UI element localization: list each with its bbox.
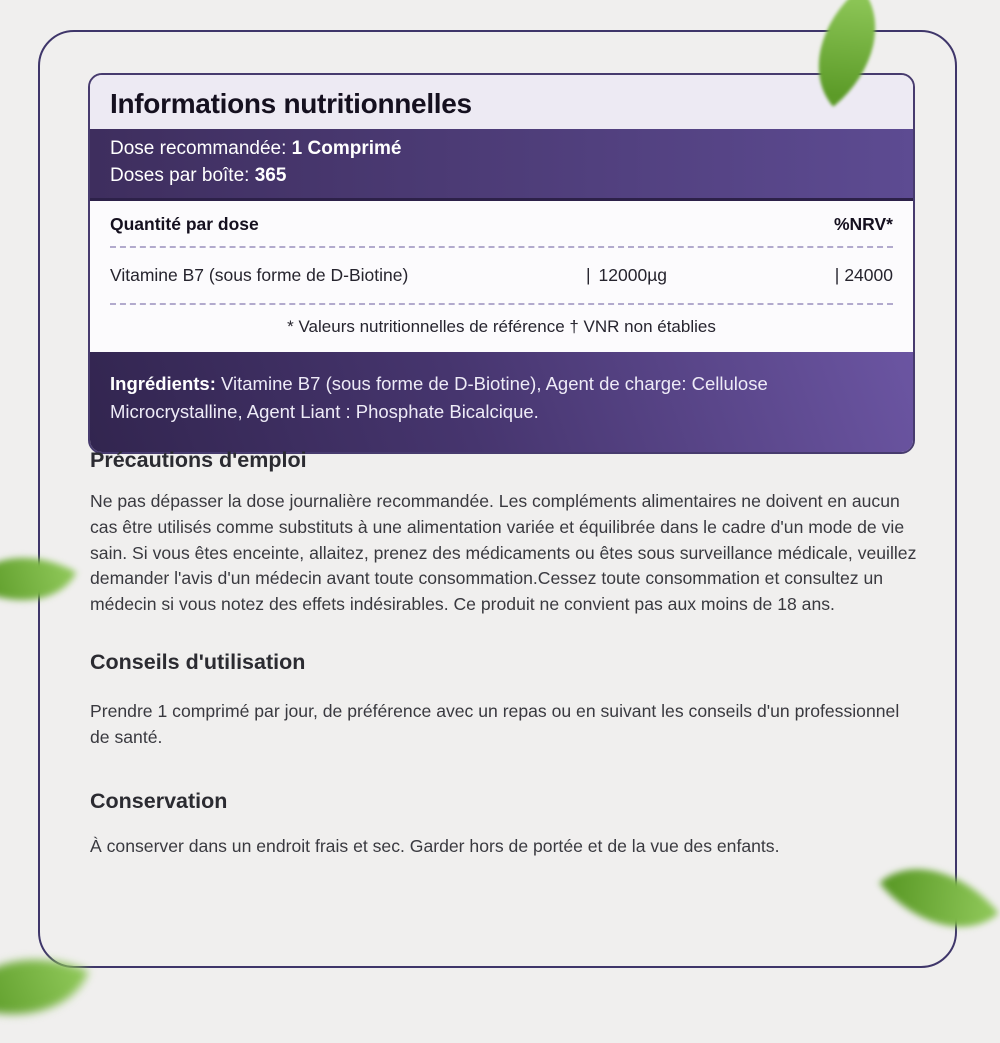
doses-per-box-line xyxy=(110,162,893,189)
nutrition-card-title: Informations nutritionnelles xyxy=(90,75,913,129)
column-quantity-header: Quantité par dose xyxy=(110,214,259,234)
nutrition-table xyxy=(90,201,913,352)
ingredients-label: Ingrédients: xyxy=(110,373,216,394)
usage-advice-heading: Conseils d'utilisation xyxy=(90,649,306,674)
nutrition-card xyxy=(88,73,915,454)
table-row xyxy=(110,248,893,305)
doses-per-box-value: 365 xyxy=(254,165,287,186)
table-footnote: * Valeurs nutritionnelles de référence † VNR non établies xyxy=(287,317,716,336)
info-sections xyxy=(90,448,918,859)
divider-pipe: | xyxy=(834,265,840,285)
storage-heading: Conservation xyxy=(90,788,228,813)
nutrient-nrv-value: 24000 xyxy=(844,265,893,285)
dose-recommended-value: 1 Comprimé xyxy=(291,138,402,159)
ingredients-text: Vitamine B7 (sous forme de D-Biotine), Agent de charge: Cellulose Microcrystalline, Agent Liant : Phosphate Bicalcique. xyxy=(110,373,768,422)
dose-recommended-line xyxy=(110,135,893,162)
dose-banner xyxy=(90,129,913,201)
dose-recommended-label: Dose recommandée: xyxy=(110,138,292,159)
storage-body: À conserver dans un endroit frais et sec. Garder hors de portée et de la vue des enfants. xyxy=(90,835,780,856)
nutrient-amount xyxy=(586,265,801,286)
column-nrv-header: %NRV* xyxy=(833,214,893,234)
nutrition-table-header xyxy=(110,201,893,248)
ingredients-box xyxy=(90,352,913,452)
precautions-heading: Précautions d'emploi xyxy=(90,448,307,472)
nutrient-nrv xyxy=(801,265,893,286)
divider-pipe: | xyxy=(586,265,591,285)
precautions-body: Ne pas dépasser la dose journalière recommandée. Les compléments alimentaires ne doivent en aucun cas être utilisés comme substituts à une alimentation variée et équilibrée dans le cadre d'un mode de vie sain. Si vous êtes enceinte, allaitez, prenez des médicaments ou êtes sous surveillance médicale, veuillez demander l'avis d'un médecin avant toute consommation.Cessez toute consommation et consultez un médecin si vous notez des effets indésirables. Ce produit ne convient pas aux moins de 18 ans. xyxy=(90,491,917,615)
usage-advice-body: Prendre 1 comprimé par jour, de préférence avec un repas ou en suivant les conseils d'un professionnel de santé. xyxy=(90,700,900,747)
nutrient-name: Vitamine B7 (sous forme de D-Biotine) xyxy=(110,265,409,285)
nutrient-amount-value: 12000µg xyxy=(598,265,668,285)
doses-per-box-label: Doses par boîte: xyxy=(110,165,255,186)
